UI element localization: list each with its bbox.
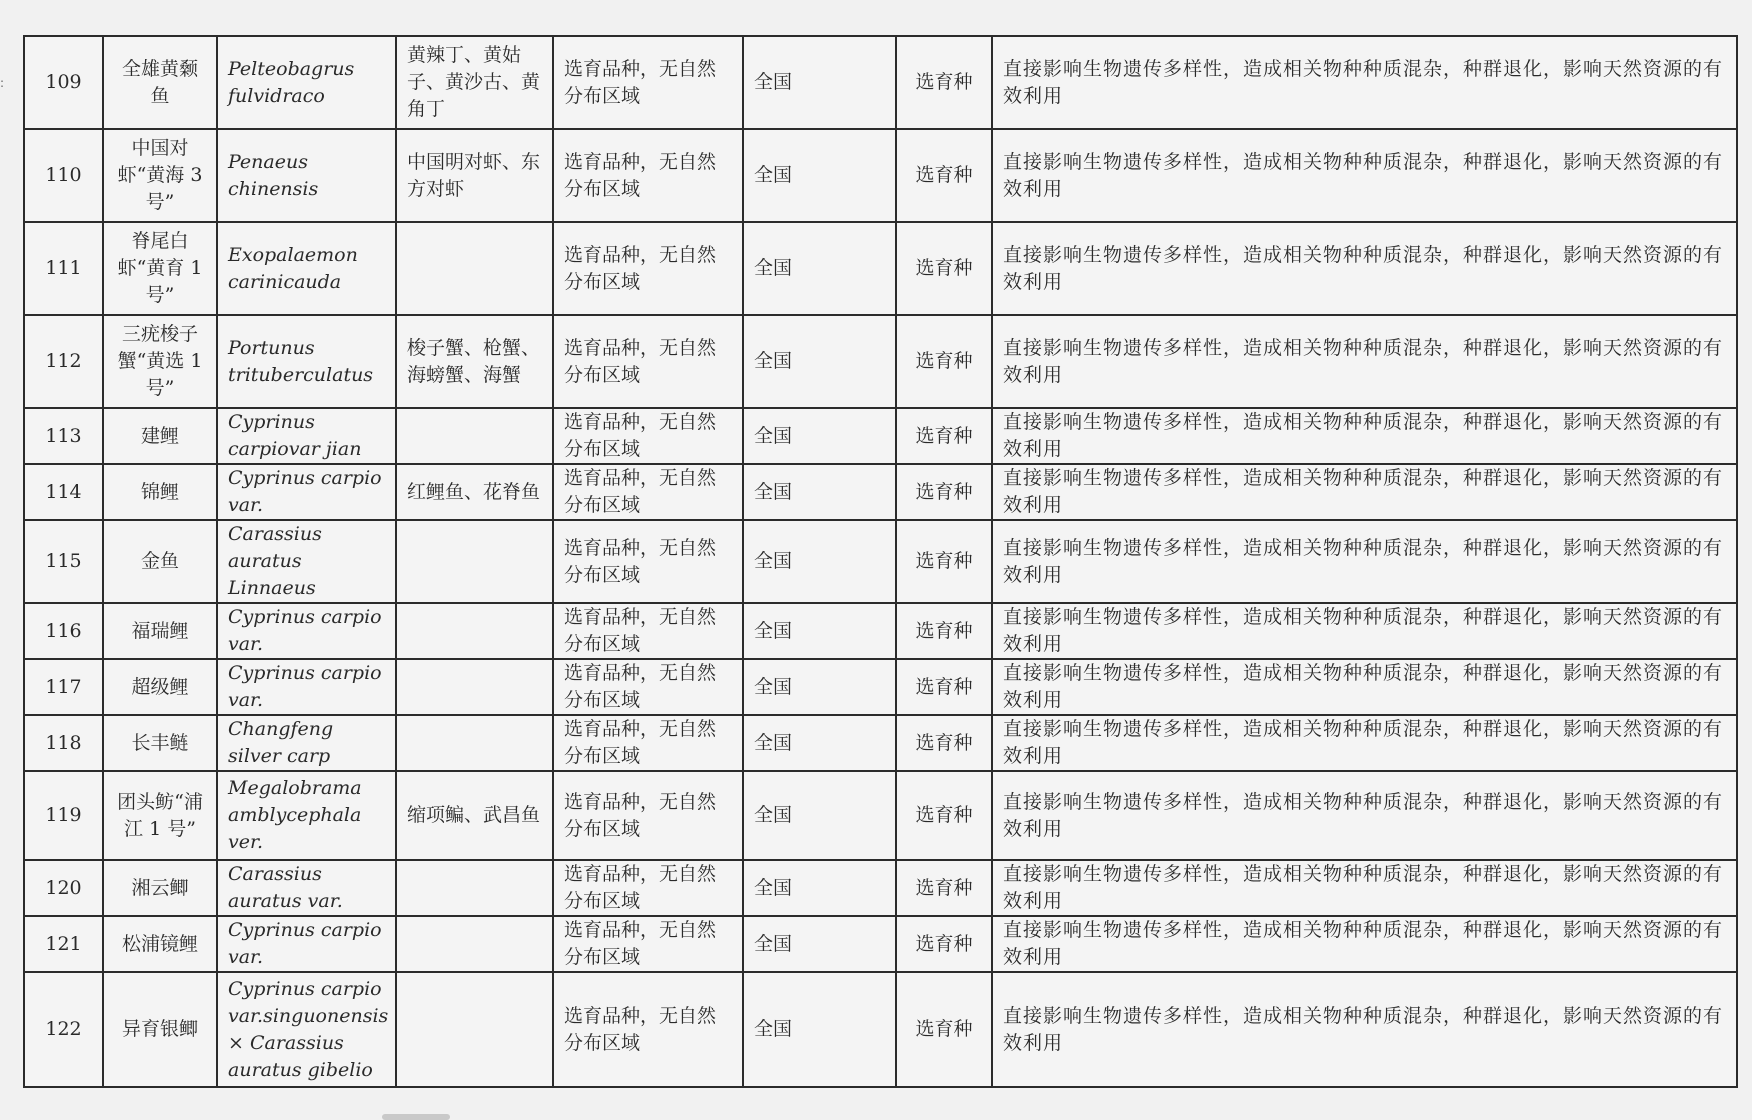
cell-latin-name: Megalobrama amblycephala ver. bbox=[217, 771, 396, 860]
cell-type: 选育种 bbox=[896, 222, 992, 315]
cell-type: 选育种 bbox=[896, 715, 992, 771]
cell-type: 选育种 bbox=[896, 916, 992, 972]
cell-latin-name: Portunus trituberculatus bbox=[217, 315, 396, 408]
cell-impact: 直接影响生物遗传多样性，造成相关物种种质混杂，种群退化，影响天然资源的有效利用 bbox=[992, 860, 1737, 916]
cell-region: 全国 bbox=[743, 520, 896, 603]
cell-type: 选育种 bbox=[896, 129, 992, 222]
cell-number: 115 bbox=[24, 520, 103, 603]
cell-chinese-name: 超级鲤 bbox=[103, 659, 217, 715]
cell-chinese-name: 松浦镜鲤 bbox=[103, 916, 217, 972]
cell-latin-name: Penaeus chinensis bbox=[217, 129, 396, 222]
cell-impact: 直接影响生物遗传多样性，造成相关物种种质混杂，种群退化，影响天然资源的有效利用 bbox=[992, 408, 1737, 464]
cell-region: 全国 bbox=[743, 715, 896, 771]
cell-region: 全国 bbox=[743, 771, 896, 860]
table-row bbox=[24, 972, 1737, 1087]
table-row bbox=[24, 860, 1737, 916]
cell-region: 全国 bbox=[743, 408, 896, 464]
cell-alias: 缩项鳊、武昌鱼 bbox=[396, 771, 553, 860]
cell-alias: 红鲤鱼、花脊鱼 bbox=[396, 464, 553, 520]
table-row bbox=[24, 715, 1737, 771]
cell-latin-name: Changfeng silver carp bbox=[217, 715, 396, 771]
cell-region: 全国 bbox=[743, 129, 896, 222]
cell-distribution: 选育品种，无自然分布区域 bbox=[553, 715, 743, 771]
cell-impact: 直接影响生物遗传多样性，造成相关物种种质混杂，种群退化，影响天然资源的有效利用 bbox=[992, 659, 1737, 715]
cell-distribution: 选育品种，无自然分布区域 bbox=[553, 464, 743, 520]
cell-chinese-name: 湘云鲫 bbox=[103, 860, 217, 916]
cell-region: 全国 bbox=[743, 315, 896, 408]
cell-type: 选育种 bbox=[896, 771, 992, 860]
cell-latin-name: Cyprinus carpio var. bbox=[217, 464, 396, 520]
cell-latin-name: Cyprinus carpio var. bbox=[217, 603, 396, 659]
cell-chinese-name: 脊尾白虾“黄育 1 号” bbox=[103, 222, 217, 315]
cell-impact: 直接影响生物遗传多样性，造成相关物种种质混杂，种群退化，影响天然资源的有效利用 bbox=[992, 520, 1737, 603]
cell-impact: 直接影响生物遗传多样性，造成相关物种种质混杂，种群退化，影响天然资源的有效利用 bbox=[992, 972, 1737, 1087]
table-row bbox=[24, 36, 1737, 129]
cell-distribution: 选育品种，无自然分布区域 bbox=[553, 860, 743, 916]
cell-region: 全国 bbox=[743, 222, 896, 315]
cell-chinese-name: 长丰鲢 bbox=[103, 715, 217, 771]
cell-latin-name: Cyprinus carpio var. bbox=[217, 916, 396, 972]
cell-chinese-name: 福瑞鲤 bbox=[103, 603, 217, 659]
cell-latin-name: Cyprinus carpio var.singuonensis × Carassius auratus gibelio bbox=[217, 972, 396, 1087]
page-edge-mark: : bbox=[0, 76, 5, 90]
table-body bbox=[24, 36, 1737, 1087]
cell-impact: 直接影响生物遗传多样性，造成相关物种种质混杂，种群退化，影响天然资源的有效利用 bbox=[992, 222, 1737, 315]
cell-distribution: 选育品种，无自然分布区域 bbox=[553, 659, 743, 715]
cell-type: 选育种 bbox=[896, 464, 992, 520]
cell-alias bbox=[396, 860, 553, 916]
cell-distribution: 选育品种，无自然分布区域 bbox=[553, 222, 743, 315]
cell-chinese-name: 建鲤 bbox=[103, 408, 217, 464]
cell-type: 选育种 bbox=[896, 520, 992, 603]
cell-type: 选育种 bbox=[896, 315, 992, 408]
cell-type: 选育种 bbox=[896, 36, 992, 129]
cell-region: 全国 bbox=[743, 36, 896, 129]
cell-distribution: 选育品种，无自然分布区域 bbox=[553, 520, 743, 603]
cell-alias: 中国明对虾、东方对虾 bbox=[396, 129, 553, 222]
cell-latin-name: Carassius auratus var. bbox=[217, 860, 396, 916]
cell-chinese-name: 异育银鲫 bbox=[103, 972, 217, 1087]
table-row bbox=[24, 771, 1737, 860]
cell-alias bbox=[396, 520, 553, 603]
cell-number: 122 bbox=[24, 972, 103, 1087]
cell-impact: 直接影响生物遗传多样性，造成相关物种种质混杂，种群退化，影响天然资源的有效利用 bbox=[992, 315, 1737, 408]
cell-impact: 直接影响生物遗传多样性，造成相关物种种质混杂，种群退化，影响天然资源的有效利用 bbox=[992, 771, 1737, 860]
cell-region: 全国 bbox=[743, 972, 896, 1087]
cell-type: 选育种 bbox=[896, 659, 992, 715]
table-row bbox=[24, 222, 1737, 315]
table-row bbox=[24, 315, 1737, 408]
cell-impact: 直接影响生物遗传多样性，造成相关物种种质混杂，种群退化，影响天然资源的有效利用 bbox=[992, 603, 1737, 659]
cell-number: 113 bbox=[24, 408, 103, 464]
cell-latin-name: Exopalaemon carinicauda bbox=[217, 222, 396, 315]
cell-latin-name: Carassius auratus Linnaeus bbox=[217, 520, 396, 603]
cell-region: 全国 bbox=[743, 603, 896, 659]
cell-alias bbox=[396, 408, 553, 464]
cell-region: 全国 bbox=[743, 659, 896, 715]
cell-type: 选育种 bbox=[896, 972, 992, 1087]
cell-distribution: 选育品种，无自然分布区域 bbox=[553, 972, 743, 1087]
cell-chinese-name: 锦鲤 bbox=[103, 464, 217, 520]
cell-number: 121 bbox=[24, 916, 103, 972]
cell-impact: 直接影响生物遗传多样性，造成相关物种种质混杂，种群退化，影响天然资源的有效利用 bbox=[992, 36, 1737, 129]
cell-chinese-name: 中国对虾“黄海 3 号” bbox=[103, 129, 217, 222]
cell-number: 117 bbox=[24, 659, 103, 715]
cell-number: 112 bbox=[24, 315, 103, 408]
cell-impact: 直接影响生物遗传多样性，造成相关物种种质混杂，种群退化，影响天然资源的有效利用 bbox=[992, 715, 1737, 771]
species-table bbox=[23, 35, 1738, 1088]
cell-distribution: 选育品种，无自然分布区域 bbox=[553, 129, 743, 222]
cell-alias bbox=[396, 603, 553, 659]
cell-distribution: 选育品种，无自然分布区域 bbox=[553, 603, 743, 659]
cell-alias bbox=[396, 715, 553, 771]
table-row bbox=[24, 520, 1737, 603]
cell-number: 110 bbox=[24, 129, 103, 222]
cell-impact: 直接影响生物遗传多样性，造成相关物种种质混杂，种群退化，影响天然资源的有效利用 bbox=[992, 916, 1737, 972]
cell-type: 选育种 bbox=[896, 408, 992, 464]
horizontal-scrollbar-thumb[interactable] bbox=[382, 1114, 450, 1120]
cell-region: 全国 bbox=[743, 860, 896, 916]
cell-impact: 直接影响生物遗传多样性，造成相关物种种质混杂，种群退化，影响天然资源的有效利用 bbox=[992, 129, 1737, 222]
cell-number: 118 bbox=[24, 715, 103, 771]
cell-alias bbox=[396, 916, 553, 972]
cell-chinese-name: 金鱼 bbox=[103, 520, 217, 603]
table-row bbox=[24, 603, 1737, 659]
cell-distribution: 选育品种，无自然分布区域 bbox=[553, 36, 743, 129]
cell-distribution: 选育品种，无自然分布区域 bbox=[553, 408, 743, 464]
cell-distribution: 选育品种，无自然分布区域 bbox=[553, 916, 743, 972]
cell-number: 111 bbox=[24, 222, 103, 315]
cell-number: 119 bbox=[24, 771, 103, 860]
cell-chinese-name: 团头鲂“浦江 1 号” bbox=[103, 771, 217, 860]
cell-alias bbox=[396, 972, 553, 1087]
table-row bbox=[24, 129, 1737, 222]
table-row bbox=[24, 916, 1737, 972]
cell-type: 选育种 bbox=[896, 603, 992, 659]
cell-chinese-name: 三疣梭子蟹“黄选 1 号” bbox=[103, 315, 217, 408]
table-row bbox=[24, 408, 1737, 464]
table-row bbox=[24, 659, 1737, 715]
cell-number: 109 bbox=[24, 36, 103, 129]
cell-latin-name: Pelteobagrus fulvidraco bbox=[217, 36, 396, 129]
cell-distribution: 选育品种，无自然分布区域 bbox=[553, 771, 743, 860]
cell-number: 114 bbox=[24, 464, 103, 520]
cell-alias bbox=[396, 659, 553, 715]
cell-latin-name: Cyprinus carpio var. bbox=[217, 659, 396, 715]
cell-alias: 黄辣丁、黄姑子、黄沙古、黄角丁 bbox=[396, 36, 553, 129]
cell-number: 116 bbox=[24, 603, 103, 659]
cell-region: 全国 bbox=[743, 916, 896, 972]
cell-type: 选育种 bbox=[896, 860, 992, 916]
cell-alias bbox=[396, 222, 553, 315]
cell-number: 120 bbox=[24, 860, 103, 916]
cell-region: 全国 bbox=[743, 464, 896, 520]
table-row bbox=[24, 464, 1737, 520]
cell-distribution: 选育品种，无自然分布区域 bbox=[553, 315, 743, 408]
cell-latin-name: Cyprinus carpiovar jian bbox=[217, 408, 396, 464]
cell-chinese-name: 全雄黄颡鱼 bbox=[103, 36, 217, 129]
cell-alias: 梭子蟹、枪蟹、海螃蟹、海蟹 bbox=[396, 315, 553, 408]
cell-impact: 直接影响生物遗传多样性，造成相关物种种质混杂，种群退化，影响天然资源的有效利用 bbox=[992, 464, 1737, 520]
